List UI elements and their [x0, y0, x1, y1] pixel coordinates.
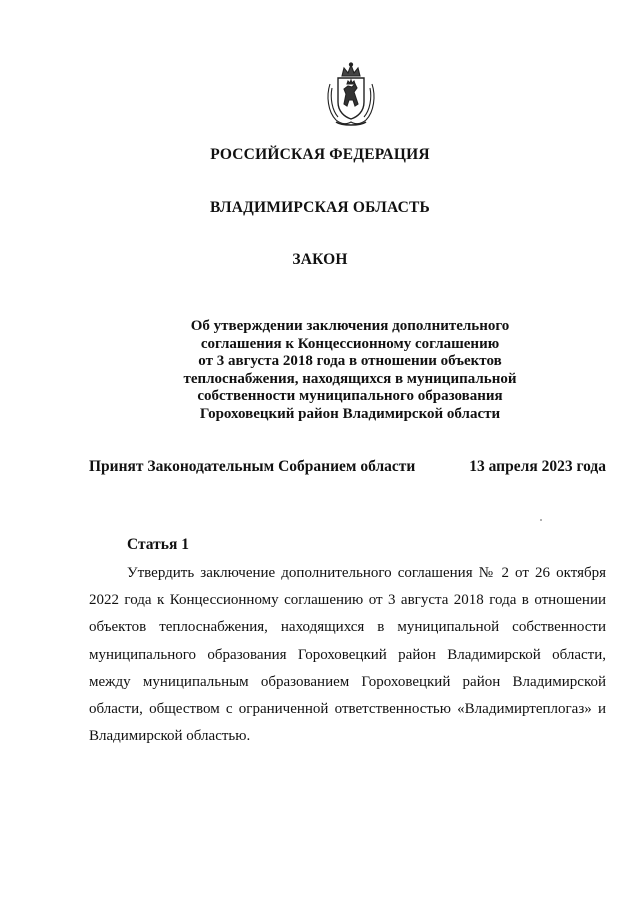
scan-speck — [540, 519, 542, 521]
law-title-line: от 3 августа 2018 года в отношении объектов — [198, 353, 502, 370]
coat-of-arms-icon — [322, 62, 380, 128]
adoption-body: Принят Законодательным Собранием области — [89, 458, 416, 475]
region-heading: ВЛАДИМИРСКАЯ ОБЛАСТЬ — [210, 199, 430, 216]
law-title-line: Гороховецкий район Владимирской области — [199, 405, 501, 422]
adoption-date: 13 апреля 2023 года — [469, 458, 606, 475]
article-body: Утвердить заключение дополнительного соглашения № 2 от 26 октября 2022 года к Концессионному соглашению от 3 августа 2018 года в отношении объектов теплоснабжения, находящихся в муниципальной собственности муниципального образования Гороховецкий район Владимирской области, между муниципальным образованием Гороховецкий район Владимирской области, обществом с ограниченной ответственностью «Владимиртеплогаз» и Владимирской областью. — [89, 565, 606, 745]
law-title-line: соглашения к Концессионному соглашению — [200, 335, 500, 352]
country-heading: РОССИЙСКАЯ ФЕДЕРАЦИЯ — [210, 146, 430, 163]
doc-type-heading: ЗАКОН — [292, 251, 348, 268]
law-title-line: собственности муниципального образования — [197, 388, 503, 405]
law-title-line: теплоснабжения, находящихся в муниципальной — [183, 370, 517, 387]
article-heading: Статья 1 — [127, 536, 189, 553]
law-title — [160, 318, 540, 424]
law-title-line: Об утверждении заключения дополнительного — [190, 318, 510, 334]
